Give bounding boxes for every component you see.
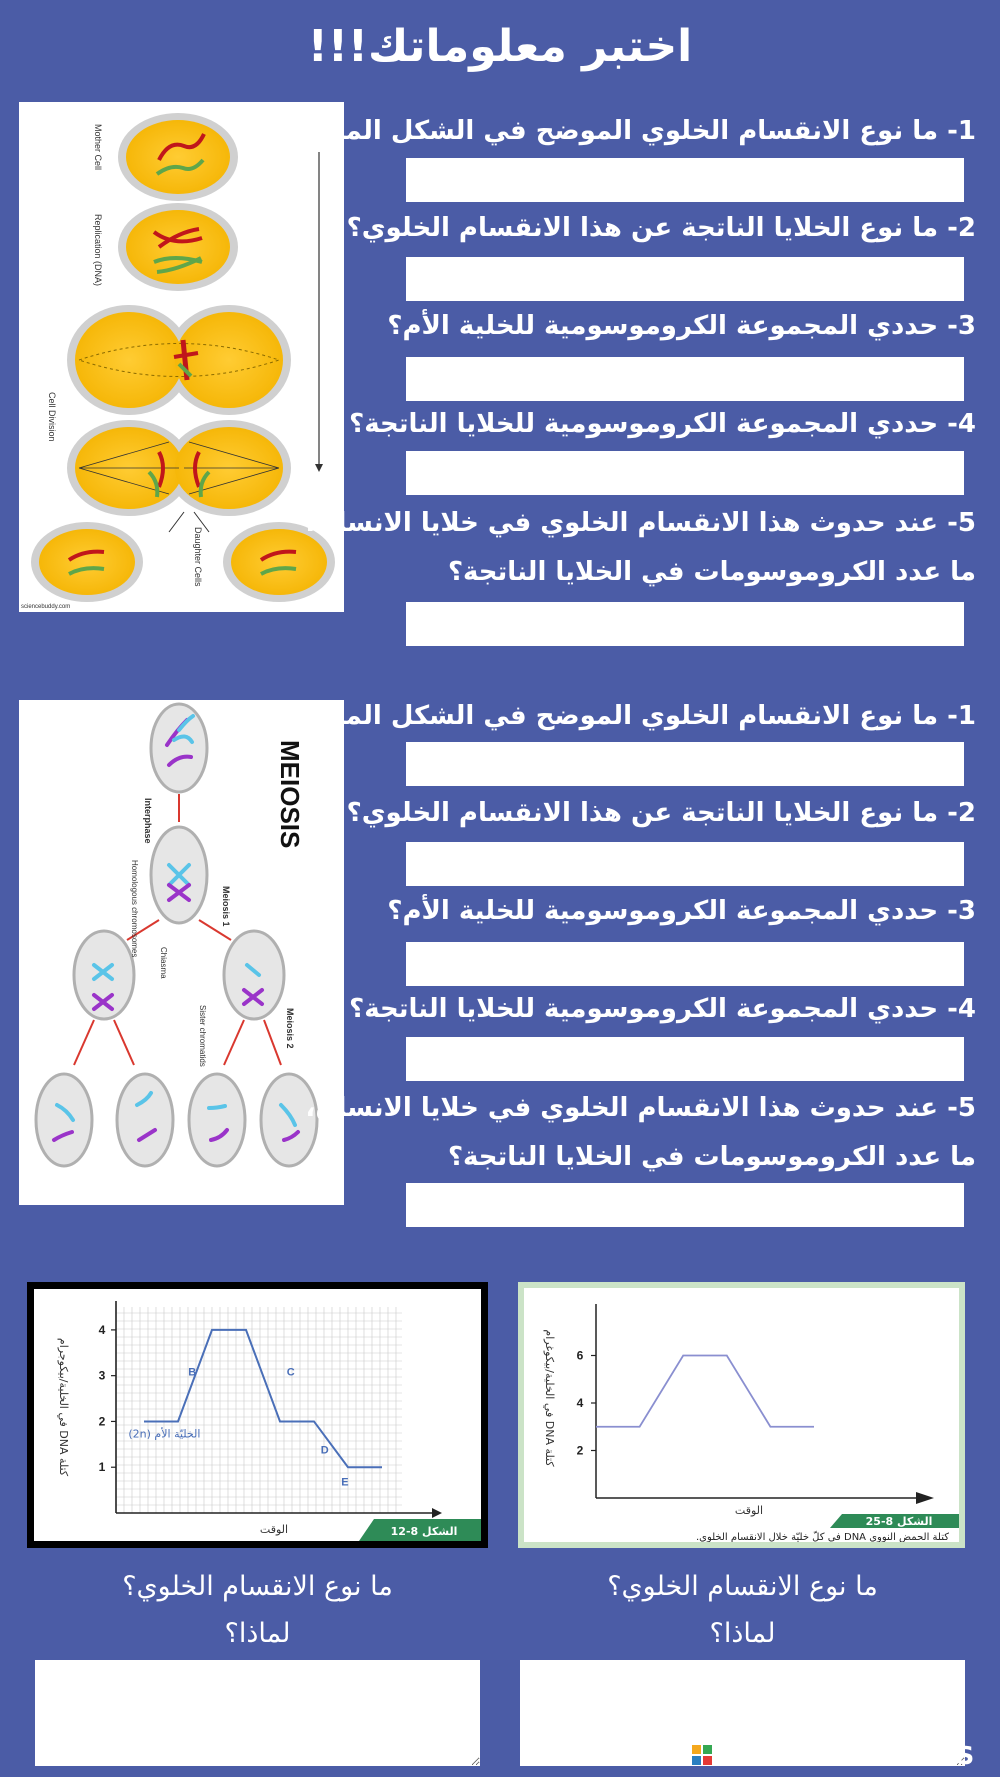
logo-block-2 <box>692 1756 701 1765</box>
label-interphase: Interphase <box>143 798 153 844</box>
meiosis-title: MEIOSIS <box>275 740 305 849</box>
logo-blocks-icon <box>692 1745 712 1765</box>
s1-question-5b: ما عدد الكروموسومات في الخلايا الناتجة؟ <box>447 557 976 587</box>
left-type-question: ما نوع الانقسام الخلوي؟ <box>122 1571 393 1602</box>
caption-text: الشكل 8-12 <box>390 1525 458 1538</box>
y-tick-label: 2 <box>98 1414 106 1429</box>
graph-left-chart <box>34 1289 481 1541</box>
mitosis-figure <box>19 102 344 612</box>
left-answer-box[interactable] <box>35 1660 480 1766</box>
y-tick-label: 4 <box>576 1396 584 1410</box>
graph-right-frame <box>518 1282 965 1548</box>
s1-question-3: 3- حددي المجموعة الكروموسومية للخلية الأم؟ <box>387 311 976 341</box>
logo-block-0 <box>692 1745 701 1754</box>
logo-text: LIVEWORKSHEETS <box>717 1740 975 1770</box>
label-homologous: Homologous chromosomes <box>130 860 139 958</box>
label-source: sciencebuddy.com <box>21 604 71 610</box>
y-tick-label: 1 <box>98 1460 106 1475</box>
liveworksheets-logo <box>692 1738 974 1772</box>
grid <box>116 1307 402 1513</box>
mitosis-diagram <box>19 102 344 612</box>
label-meiosis-2: Meiosis 2 <box>285 1008 295 1049</box>
s2-answer-2[interactable] <box>406 842 964 886</box>
point-label-E: E <box>341 1476 349 1489</box>
point-label-C: C <box>286 1366 295 1379</box>
s2-question-3: 3- حددي المجموعة الكروموسومية للخلية الأم؟ <box>387 896 976 926</box>
s1-answer-2[interactable] <box>406 257 964 301</box>
label-daughter-cells: Daughter Cells <box>193 527 203 587</box>
s1-question-1: 1- ما نوع الانقسام الخلوي الموضح في الشكل المجاور؟ <box>270 116 976 146</box>
s2-answer-1[interactable] <box>406 742 964 786</box>
logo-block-1 <box>703 1745 712 1754</box>
s1-question-5a: 5- عند حدوث هذا الانقسام الخلوي في خلايا الانسان، <box>305 508 976 538</box>
meiosis-diagram <box>19 700 344 1205</box>
s1-answer-5[interactable] <box>406 602 964 646</box>
s2-answer-5[interactable] <box>406 1183 964 1227</box>
label-meiosis-1: Meiosis 1 <box>221 886 231 927</box>
y-tick-label: 4 <box>98 1322 106 1337</box>
s1-question-4: 4- حددي المجموعة الكروموسومية للخلايا الناتجة؟ <box>349 409 976 439</box>
y-tick-label: 2 <box>576 1443 584 1458</box>
y-axis-label: كتلة DNA في الخلية/بيكوغرام <box>543 1329 556 1467</box>
graph-right-chart <box>524 1288 959 1542</box>
meiosis-figure <box>19 700 344 1205</box>
page-title: اختبر معلوماتك!!! <box>307 21 693 72</box>
right-type-question: ما نوع الانقسام الخلوي؟ <box>607 1571 878 1602</box>
y-tick-label: 6 <box>576 1348 584 1363</box>
label-cell-division: Cell Division <box>47 392 57 442</box>
x-axis-label: الوقت <box>259 1523 289 1536</box>
logo-block-3 <box>703 1756 712 1765</box>
s2-question-5a: 5- عند حدوث هذا الانقسام الخلوي في خلايا الانسان، <box>305 1093 976 1123</box>
right-why-question: لماذا؟ <box>709 1618 776 1649</box>
y-tick-label: 3 <box>98 1368 106 1383</box>
point-label-B: B <box>188 1366 197 1379</box>
label-replication: Replication (DNA) <box>93 214 103 287</box>
x-axis-label: الوقت <box>734 1504 764 1517</box>
s1-answer-1[interactable] <box>406 158 964 202</box>
left-why-question: لماذا؟ <box>224 1618 291 1649</box>
s1-question-2: 2- ما نوع الخلايا الناتجة عن هذا الانقسام الخلوي؟ <box>346 213 976 243</box>
s2-answer-3[interactable] <box>406 942 964 986</box>
x-axis-arrow <box>432 1508 442 1518</box>
y-axis-label: كتلة DNA في الخلية/بيكوجرام <box>57 1337 70 1477</box>
label-mother-cell: Mother Cell <box>93 124 103 171</box>
caption-text: الشكل 8-25 <box>865 1515 933 1528</box>
graph-left-frame <box>27 1282 488 1548</box>
s1-answer-3[interactable] <box>406 357 964 401</box>
point-label-D: D <box>320 1444 329 1457</box>
data-line <box>596 1356 814 1427</box>
s2-question-5b: ما عدد الكروموسومات في الخلايا الناتجة؟ <box>447 1142 976 1172</box>
s2-question-2: 2- ما نوع الخلايا الناتجة عن هذا الانقسام الخلوي؟ <box>346 798 976 828</box>
s2-answer-4[interactable] <box>406 1037 964 1081</box>
s2-question-4: 4- حددي المجموعة الكروموسومية للخلايا الناتجة؟ <box>349 994 976 1024</box>
subcaption-text: كتلة الحمض النووي DNA في كلّ خليّة خلال الانقسام الخلوي. <box>695 1532 949 1542</box>
label-sister-chromatids: Sister chromatids <box>198 1005 207 1067</box>
label-chiasma: Chiasma <box>159 947 168 979</box>
s1-answer-4[interactable] <box>406 451 964 495</box>
cell-label: الخليّة الأم (2n) <box>128 1427 201 1441</box>
s2-question-1: 1- ما نوع الانقسام الخلوي الموضح في الشكل المجاور؟ <box>270 701 976 731</box>
x-axis-arrow <box>916 1492 934 1504</box>
